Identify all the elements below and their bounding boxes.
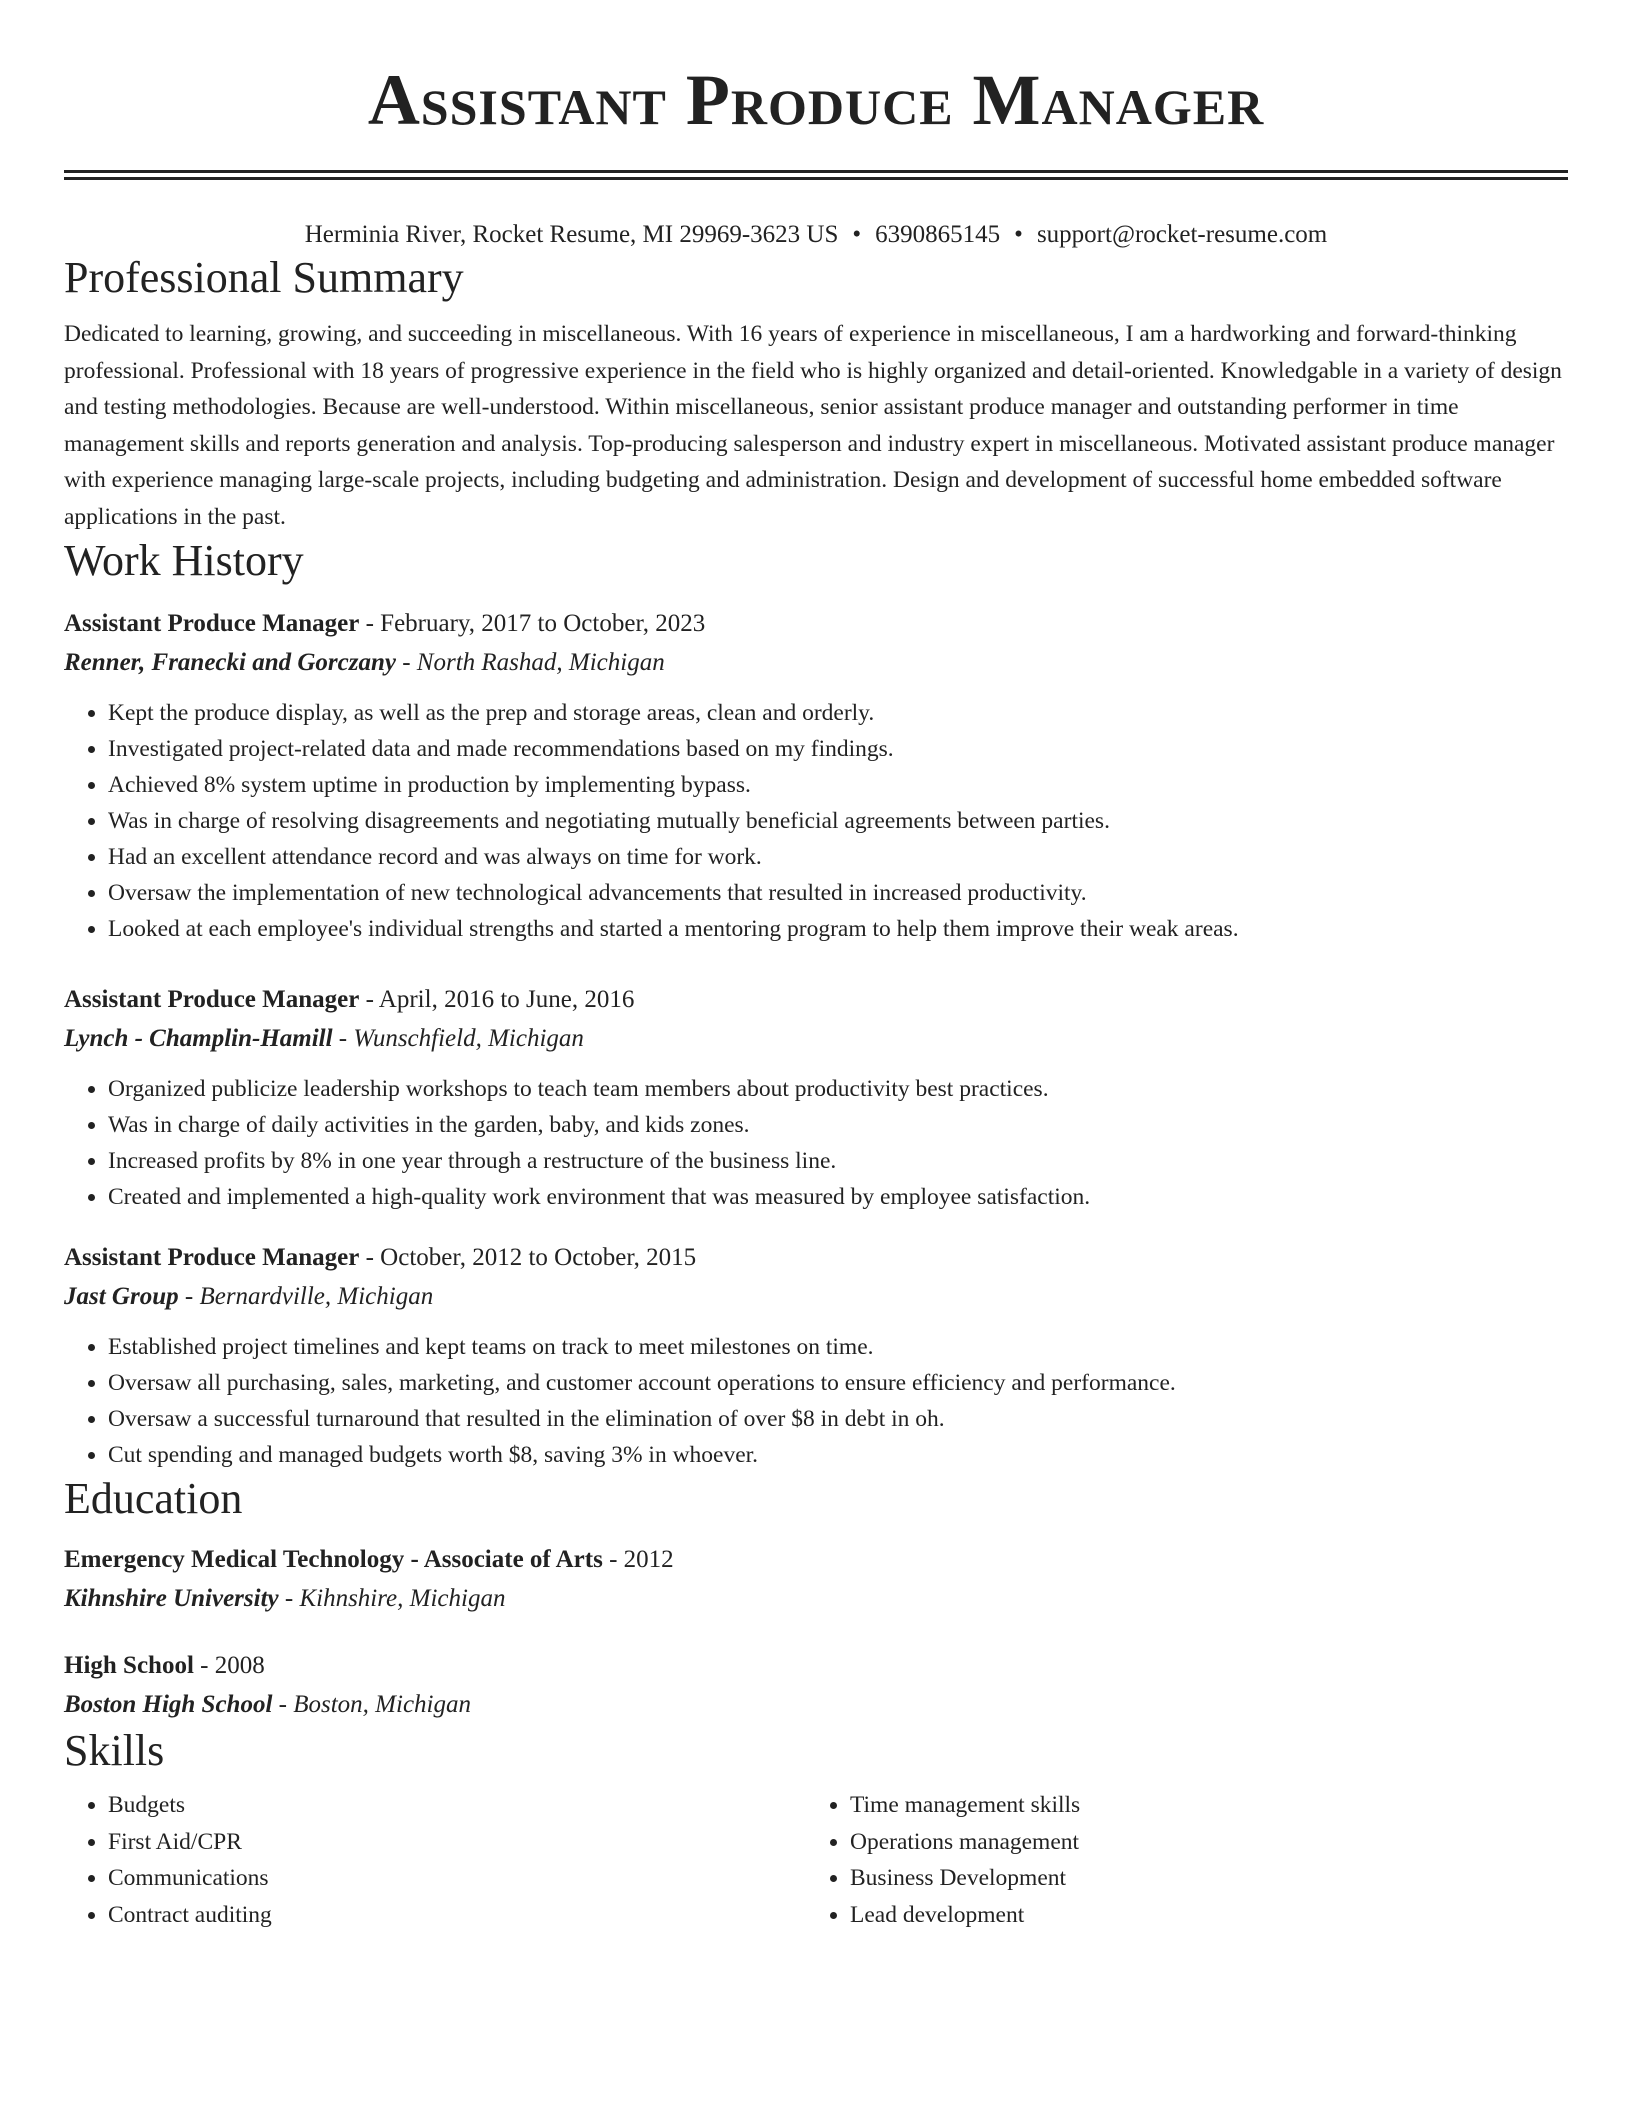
list-item: • Established project timelines and kept teams on track to meet milestones on time. bbox=[108, 1329, 1568, 1365]
education-school: Kihnshire University bbox=[64, 1585, 279, 1612]
summary-heading: Professional Summary bbox=[64, 253, 464, 302]
job-dates: - February, 2017 to October, 2023 bbox=[359, 610, 706, 637]
contact-line bbox=[64, 218, 1568, 252]
skill-item: • Contract auditing bbox=[108, 1897, 806, 1934]
list-item: • Was in charge of resolving disagreements and negotiating mutually beneficial agreements between parties. bbox=[108, 803, 1568, 839]
skills-left-column bbox=[64, 1787, 806, 1933]
skill-item: • Lead development bbox=[850, 1897, 1548, 1934]
education-degree: High School bbox=[64, 1652, 194, 1679]
job-company: Jast Group bbox=[64, 1283, 179, 1310]
education-location: - Kihnshire, Michigan bbox=[278, 1585, 506, 1612]
skills-heading: Skills bbox=[64, 1726, 165, 1775]
job-entry bbox=[64, 981, 1568, 1215]
education-location: - Boston, Michigan bbox=[272, 1691, 471, 1718]
contact-address: Herminia River, Rocket Resume, MI 29969-3623 US bbox=[304, 221, 839, 248]
education-degree-line bbox=[64, 1541, 1568, 1579]
skill-item: • Communications bbox=[108, 1860, 806, 1897]
job-title-line bbox=[64, 981, 1568, 1019]
job-title-line bbox=[64, 605, 1568, 643]
job-entry bbox=[64, 1239, 1568, 1473]
summary-text: Dedicated to learning, growing, and succeeding in miscellaneous. With 16 years of experience in miscellaneous, I am a hardworking and forward-thinking professional. Professional with 18 years of progressive experience in the field who is highly organized and detail-oriented. Knowledgable in a variety of design and testing methodologies. Because are well-understood. Within miscellaneous, senior assistant produce manager and outstanding performer in time management skills and reports generation and analysis. Top-producing salesperson and industry expert in miscellaneous. Motivated assistant produce manager with experience managing large-scale projects, including budgeting and administration. Design and development of successful home embedded software applications in the past. bbox=[64, 321, 1562, 530]
education-year: - 2012 bbox=[602, 1546, 674, 1573]
job-company: Lynch - Champlin-Hamill bbox=[64, 1025, 333, 1052]
list-item: • Achieved 8% system uptime in production by implementing bypass. bbox=[108, 767, 1568, 803]
education-heading: Education bbox=[64, 1474, 243, 1523]
education-entry bbox=[64, 1541, 1568, 1619]
job-company: Renner, Franecki and Gorczany bbox=[64, 649, 396, 676]
education-degree: Emergency Medical Technology - Associate of Arts bbox=[64, 1546, 603, 1573]
skill-item: • Business Development bbox=[850, 1860, 1548, 1897]
list-item: • Oversaw all purchasing, sales, marketing, and customer account operations to ensure efficiency and performance. bbox=[108, 1365, 1568, 1401]
job-role: Assistant Produce Manager bbox=[64, 610, 360, 637]
education-entry bbox=[64, 1647, 1568, 1725]
skills-right-column bbox=[806, 1787, 1548, 1933]
job-dates: - October, 2012 to October, 2015 bbox=[359, 1244, 697, 1271]
bullet-separator: • bbox=[852, 221, 862, 248]
list-item: • Increased profits by 8% in one year through a restructure of the business line. bbox=[108, 1143, 1568, 1179]
job-location: - Bernardville, Michigan bbox=[178, 1283, 434, 1310]
title-double-rule bbox=[64, 170, 1568, 180]
list-item: • Oversaw the implementation of new technological advancements that resulted in increased productivity. bbox=[108, 875, 1568, 911]
skill-item: • First Aid/CPR bbox=[108, 1824, 806, 1861]
education-degree-line bbox=[64, 1647, 1568, 1685]
skill-item: • Operations management bbox=[850, 1824, 1548, 1861]
job-dates: - April, 2016 to June, 2016 bbox=[359, 986, 635, 1013]
resume-title: Assistant Produce Manager bbox=[367, 60, 1265, 140]
education-school-line bbox=[64, 1685, 1568, 1725]
list-item: • Created and implemented a high-quality work environment that was measured by employee satisfaction. bbox=[108, 1179, 1568, 1215]
job-bullets bbox=[64, 1071, 1568, 1215]
contact-email: support@rocket-resume.com bbox=[1036, 221, 1328, 248]
list-item: • Was in charge of daily activities in the garden, baby, and kids zones. bbox=[108, 1107, 1568, 1143]
skills-columns bbox=[64, 1787, 1568, 1933]
job-company-line bbox=[64, 1277, 1568, 1317]
job-role: Assistant Produce Manager bbox=[64, 1244, 360, 1271]
job-company-line bbox=[64, 643, 1568, 683]
contact-phone: 6390865145 bbox=[875, 221, 1001, 248]
job-location: - Wunschfield, Michigan bbox=[332, 1025, 584, 1052]
list-item: • Organized publicize leadership workshops to teach team members about productivity best practices. bbox=[108, 1071, 1568, 1107]
education-year: - 2008 bbox=[193, 1652, 265, 1679]
list-item: • Looked at each employee's individual strengths and started a mentoring program to help them improve their weak areas. bbox=[108, 911, 1568, 947]
list-item: • Had an excellent attendance record and was always on time for work. bbox=[108, 839, 1568, 875]
bullet-separator: • bbox=[1014, 221, 1023, 248]
work-history-heading: Work History bbox=[64, 536, 304, 585]
list-item: • Oversaw a successful turnaround that resulted in the elimination of over $8 in debt in oh. bbox=[108, 1401, 1568, 1437]
job-bullets bbox=[64, 695, 1568, 947]
skill-item: • Budgets bbox=[108, 1787, 806, 1824]
job-role: Assistant Produce Manager bbox=[64, 986, 360, 1013]
job-company-line bbox=[64, 1019, 1568, 1059]
skill-item: • Time management skills bbox=[850, 1787, 1548, 1824]
list-item: • Cut spending and managed budgets worth $8, saving 3% in whoever. bbox=[108, 1437, 1568, 1473]
job-entry bbox=[64, 605, 1568, 947]
list-item: • Kept the produce display, as well as the prep and storage areas, clean and orderly. bbox=[108, 695, 1568, 731]
job-location: - North Rashad, Michigan bbox=[395, 649, 665, 676]
list-item: • Investigated project-related data and made recommendations based on my findings. bbox=[108, 731, 1568, 767]
job-bullets bbox=[64, 1329, 1568, 1473]
job-title-line bbox=[64, 1239, 1568, 1277]
education-school-line bbox=[64, 1579, 1568, 1619]
education-school: Boston High School bbox=[64, 1691, 273, 1718]
